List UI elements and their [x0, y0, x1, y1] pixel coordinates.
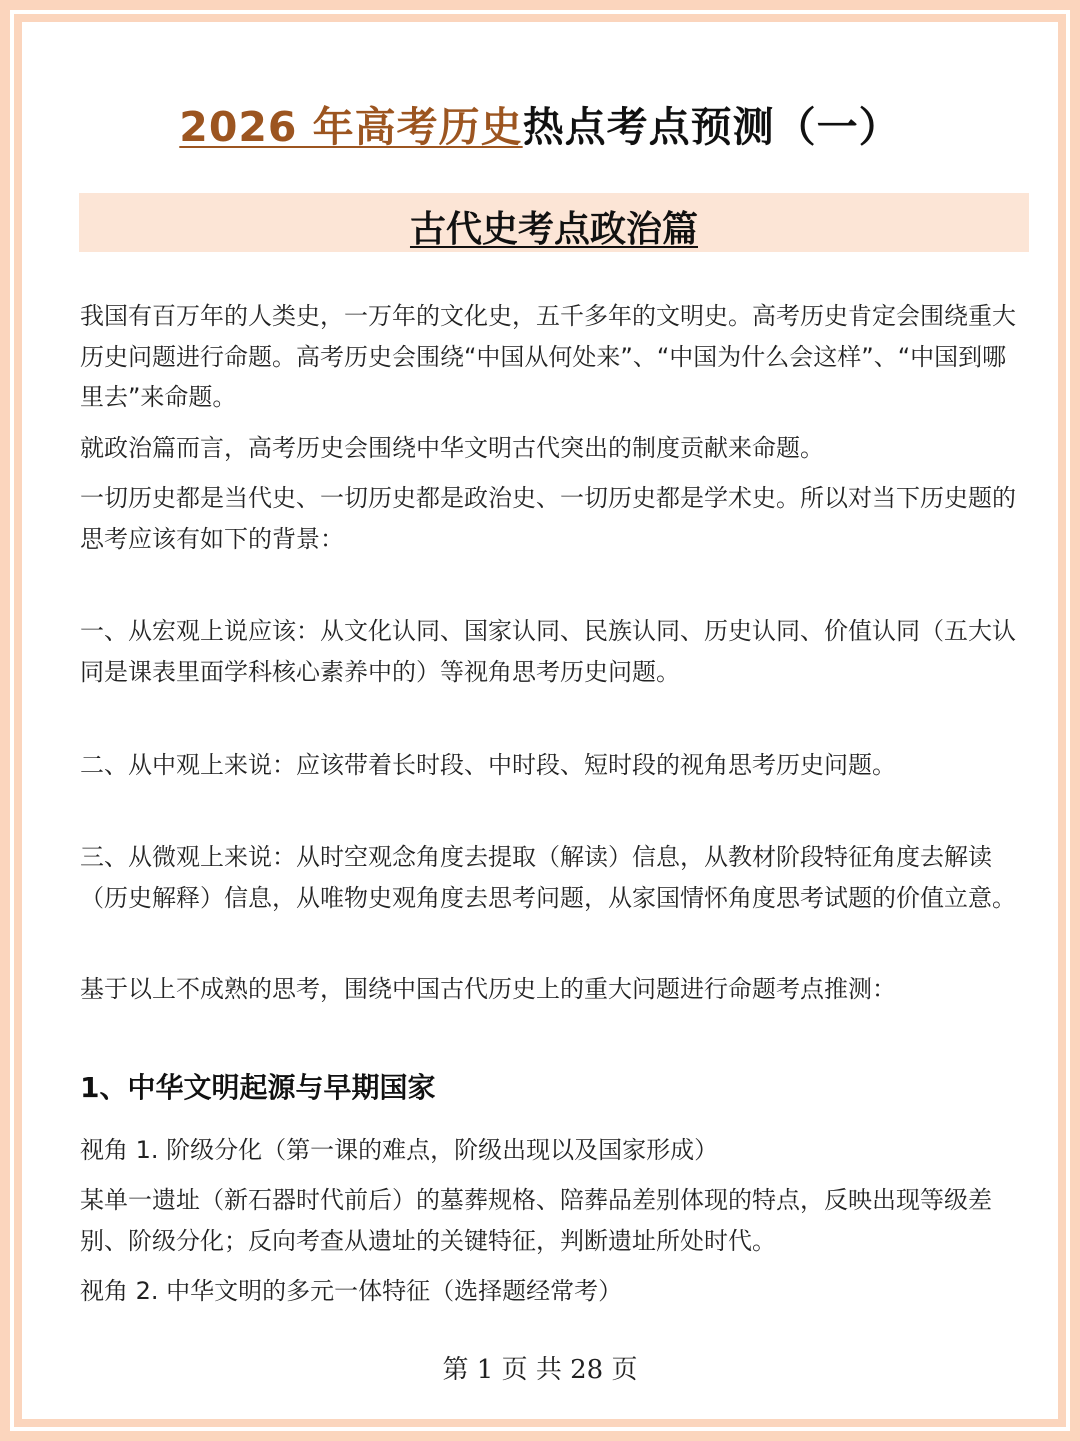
page-border-frame	[10, 10, 1070, 1431]
topic-heading: 1、中华文明起源与早期国家	[80, 1071, 436, 1104]
page-title	[22, 94, 1058, 153]
page-title-highlight: 2026 年高考历史	[179, 103, 523, 151]
perspective-2: 视角 2. 中华文明的多元一体特征（选择题经常考）	[80, 1277, 623, 1305]
section-title: 古代史考点政治篇	[409, 209, 698, 250]
section-banner	[79, 193, 1029, 252]
history-background-paragraph: 一切历史都是当代史、一切历史都是政治史、一切历史都是学术史。所以对当下历史题的思考应该有如下的背景：	[80, 484, 1016, 553]
summary-paragraph: 基于以上不成熟的思考，围绕中国古代历史上的重大问题进行命题考点推测：	[80, 975, 896, 1003]
intro-paragraph: 我国有百万年的人类史，一万年的文化史，五千多年的文明史。高考历史肯定会围绕重大历史问题进行命题。高考历史会围绕“中国从何处来”、“中国为什么会这样”、“中国到哪里去”来命题。	[80, 302, 1016, 411]
page-title-rest: 热点考点预测（一）	[522, 103, 901, 151]
perspective-1: 视角 1. 阶级分化（第一课的难点，阶级出现以及国家形成）	[80, 1136, 719, 1164]
micro-perspective-paragraph: 三、从微观上来说：从时空观念角度去提取（解读）信息，从教材阶段特征角度去解读（历史解释）信息，从唯物史观角度去思考问题，从家国情怀角度思考试题的价值立意。	[80, 843, 1016, 912]
macro-perspective-paragraph: 一、从宏观上说应该：从文化认同、国家认同、民族认同、历史认同、价值认同（五大认同是课表里面学科核心素养中的）等视角思考历史问题。	[80, 617, 1016, 686]
meso-perspective-paragraph: 二、从中观上来说：应该带着长时段、中时段、短时段的视角思考历史问题。	[80, 751, 896, 779]
perspective-1-detail: 某单一遗址（新石器时代前后）的墓葬规格、陪葬品差别体现的特点，反映出现等级差别、阶级分化；反向考查从遗址的关键特征，判断遗址所处时代。	[80, 1186, 992, 1255]
page-number: 第 1 页 共 28 页	[442, 1355, 638, 1385]
politics-paragraph: 就政治篇而言，高考历史会围绕中华文明古代突出的制度贡献来命题。	[80, 434, 824, 462]
document-page	[22, 22, 1058, 1419]
